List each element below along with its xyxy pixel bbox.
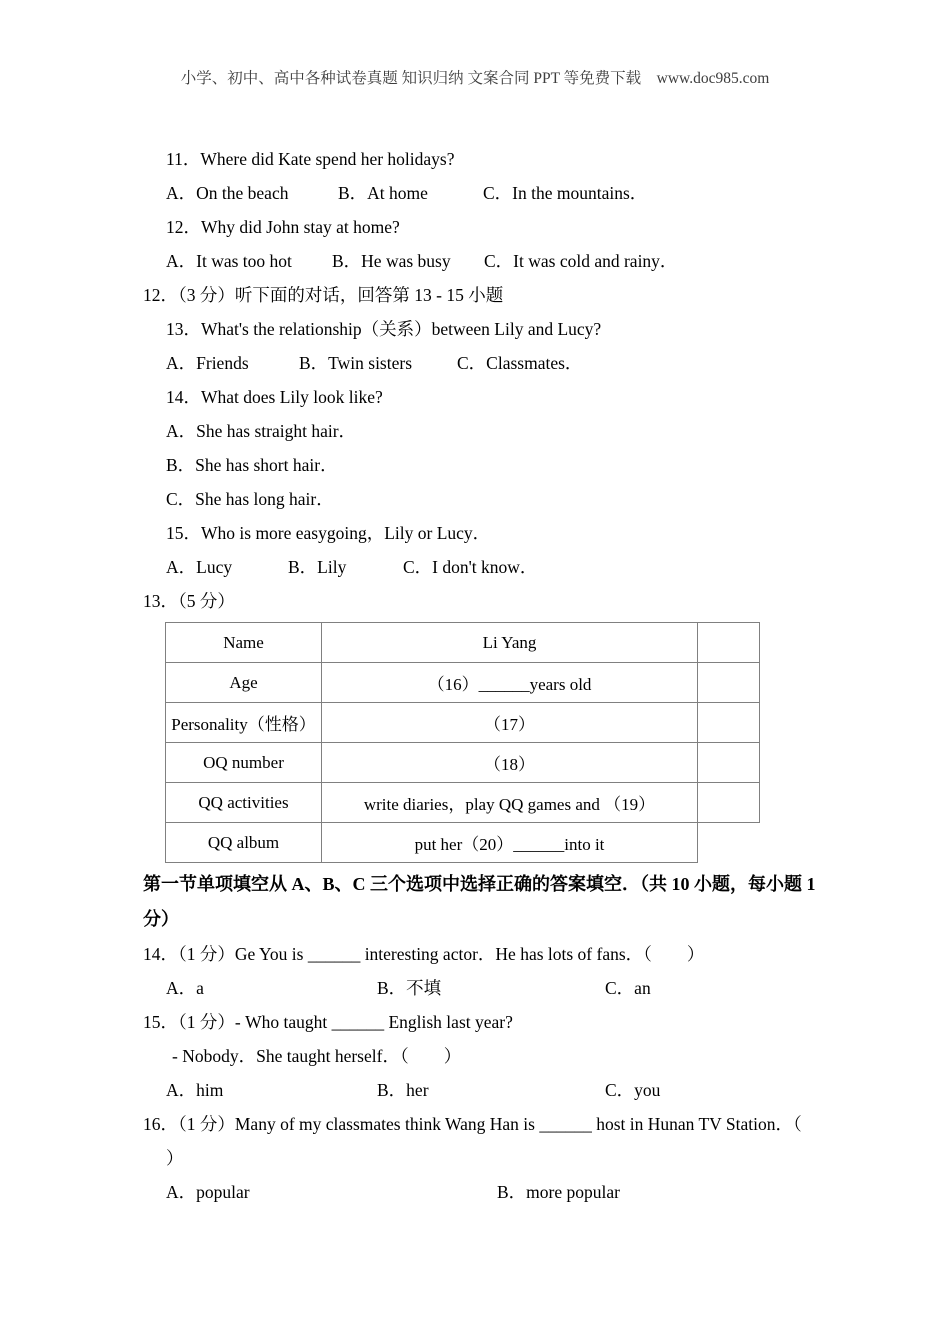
s1-q16-stem-line1: 16．（1 分）Many of my classmates think Wang Han is ______ host in Hunan TV Station．（	[143, 1114, 802, 1134]
q12-options	[143, 244, 823, 278]
table-value-personality: （17）	[322, 703, 698, 743]
table-row	[166, 743, 760, 783]
s1-q14-stem: 14．（1 分）Ge You is ______ interesting actor．He has lots of fans．（ ）	[143, 944, 705, 964]
q15-option-c: C．I don't know．	[403, 557, 538, 577]
listening-info-table	[165, 622, 760, 863]
q11-option-b: B．At home	[338, 183, 428, 203]
q13-option-b: B．Twin sisters	[299, 353, 413, 373]
s1-q14-options	[143, 971, 823, 1005]
q11-option-a: A．On the beach	[166, 183, 289, 203]
table-label-personality: Personality（性格）	[166, 703, 322, 743]
s1-q15-option-b: B．her	[377, 1080, 429, 1100]
table-row	[166, 823, 760, 863]
table-score-cell	[698, 783, 760, 823]
table-row	[166, 783, 760, 823]
s1-q14-option-a: A．a	[166, 978, 204, 998]
section1-heading-line1: 第一节单项填空从 A、B、C 三个选项中选择正确的答案填空．（共 10 小题，每小题 1	[143, 874, 816, 894]
section-12-instruction: 12．（3 分）听下面的对话，回答第 13 - 15 小题	[143, 285, 504, 305]
document-content	[143, 142, 823, 1209]
s1-q15-options	[143, 1073, 823, 1107]
s1-q15-reply: - Nobody．She taught herself．（ ）	[172, 1046, 462, 1066]
q15-option-b: B．Lily	[288, 557, 347, 577]
s1-q15-option-c: C．you	[605, 1080, 661, 1100]
table-value-qq-number: （18）	[322, 743, 698, 783]
s1-q16-options	[143, 1175, 823, 1209]
table-label-qq-number: OQ number	[166, 743, 322, 783]
q11-option-c: C．In the mountains．	[483, 183, 648, 203]
table-label-age: Age	[166, 663, 322, 703]
s1-q15-option-a: A．him	[166, 1080, 224, 1100]
q14-stem: 14．What does Lily look like?	[166, 387, 383, 407]
q13-option-c: C．Classmates．	[457, 353, 583, 373]
table-value-qq-album: put her（20）______into it	[322, 823, 698, 863]
q14-option-a: A．She has straight hair．	[166, 421, 357, 441]
q11-options	[143, 176, 823, 210]
table-score-cell	[698, 703, 760, 743]
s1-q14-option-c: C．an	[605, 978, 651, 998]
site-banner: 小学、初中、高中各种试卷真题 知识归纳 文案合同 PPT 等免费下载 www.doc985.com	[180, 70, 770, 87]
table-score-cell	[698, 743, 760, 783]
q13-option-a: A．Friends	[166, 353, 249, 373]
s1-q16-option-a: A．popular	[166, 1182, 250, 1202]
q15-options	[143, 550, 823, 584]
section-13-instruction: 13．（5 分）	[143, 591, 235, 611]
table-score-cell	[698, 623, 760, 663]
table-score-cell	[698, 663, 760, 703]
q12-option-a: A．It was too hot	[166, 251, 292, 271]
table-value-age: （16）______years old	[322, 663, 698, 703]
q14-option-c: C．She has long hair．	[166, 489, 334, 509]
table-label-qq-album: QQ album	[166, 823, 322, 863]
table-value-name: Li Yang	[322, 623, 698, 663]
q11-stem: 11．Where did Kate spend her holidays?	[166, 149, 455, 169]
table-row	[166, 663, 760, 703]
s1-q15-stem: 15．（1 分）- Who taught ______ English last year?	[143, 1012, 513, 1032]
section1-heading-line2: 分）	[143, 909, 179, 929]
q13-options	[143, 346, 823, 380]
q12-option-c: C．It was cold and rainy．	[484, 251, 678, 271]
table-row	[166, 623, 760, 663]
q13-stem: 13．What's the relationship（关系）between Lily and Lucy?	[166, 319, 602, 339]
s1-q14-option-b: B．不填	[377, 978, 442, 998]
table-row	[166, 703, 760, 743]
q12-stem: 12．Why did John stay at home?	[166, 217, 400, 237]
table-label-qq-activities: QQ activities	[166, 783, 322, 823]
s1-q16-stem-line2: ）	[166, 1148, 184, 1168]
q14-option-b: B．She has short hair．	[166, 455, 338, 475]
q15-option-a: A．Lucy	[166, 557, 233, 577]
q12-option-b: B．He was busy	[332, 251, 451, 271]
table-label-name: Name	[166, 623, 322, 663]
s1-q16-option-b: B．more popular	[497, 1182, 620, 1202]
table-score-cell	[698, 823, 760, 863]
table-value-qq-activities: write diaries，play QQ games and （19）	[322, 783, 698, 823]
q15-stem: 15．Who is more easygoing，Lily or Lucy．	[166, 523, 491, 543]
